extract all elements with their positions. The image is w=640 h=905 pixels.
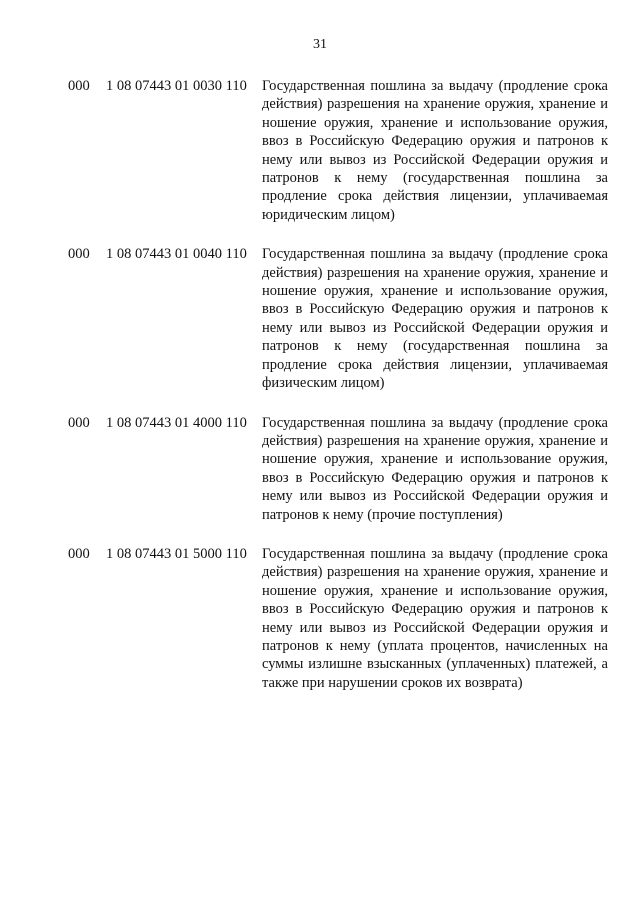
page-number: 31 bbox=[313, 37, 327, 52]
revenue-description: Государственная пошлина за выдачу (продление срока действия) разрешения на хранение оружия, хранение и ношение оружия, хранение и использование оружия, ввоз в Российскую Федерацию оружия и патронов к нему или вывоз из Российской Федерации оружия и патронов к нему (прочие поступления) bbox=[262, 414, 608, 523]
list-item bbox=[68, 245, 608, 392]
budget-classification-code: 1 08 07443 01 0040 110 bbox=[106, 246, 247, 263]
revenue-description: Государственная пошлина за выдачу (продление срока действия) разрешения на хранение оружия, хранение и ношение оружия, хранение и использование оружия, ввоз в Российскую Федерацию оружия и патронов к нему или вывоз из Российской Федерации оружия и патронов к нему (государственная пошлина за продление срока действия лицензии, уплачиваемая физическим лицом) bbox=[262, 246, 608, 392]
budget-classification-list bbox=[68, 77, 608, 713]
revenue-description: Государственная пошлина за выдачу (продление срока действия) разрешения на хранение оружия, хранение и ношение оружия, хранение и использование оружия, ввоз в Российскую Федерацию оружия и патронов к нему или вывоз из Российской Федерации оружия и патронов к нему (государственная пошлина за продление срока действия лицензии, уплачиваемая юридическим лицом) bbox=[262, 78, 608, 223]
admin-code: 000 bbox=[68, 246, 90, 263]
budget-classification-code: 1 08 07443 01 4000 110 bbox=[106, 414, 247, 431]
admin-code: 000 bbox=[68, 545, 90, 562]
list-item bbox=[68, 77, 608, 224]
budget-classification-code: 1 08 07443 01 0030 110 bbox=[106, 78, 247, 94]
list-item bbox=[68, 414, 608, 524]
list-item bbox=[68, 545, 608, 692]
budget-classification-code: 1 08 07443 01 5000 110 bbox=[106, 545, 247, 562]
admin-code: 000 bbox=[68, 78, 90, 94]
admin-code: 000 bbox=[68, 414, 90, 431]
revenue-description: Государственная пошлина за выдачу (продление срока действия) разрешения на хранение оружия, хранение и ношение оружия, хранение и использование оружия, ввоз в Российскую Федерацию оружия и патронов к нему или вывоз из Российской Федерации оружия и патронов к нему (уплата процентов, начисленных на суммы излишне взысканных (уплаченных) платежей, а также при нарушении сроков их возврата) bbox=[262, 545, 608, 691]
